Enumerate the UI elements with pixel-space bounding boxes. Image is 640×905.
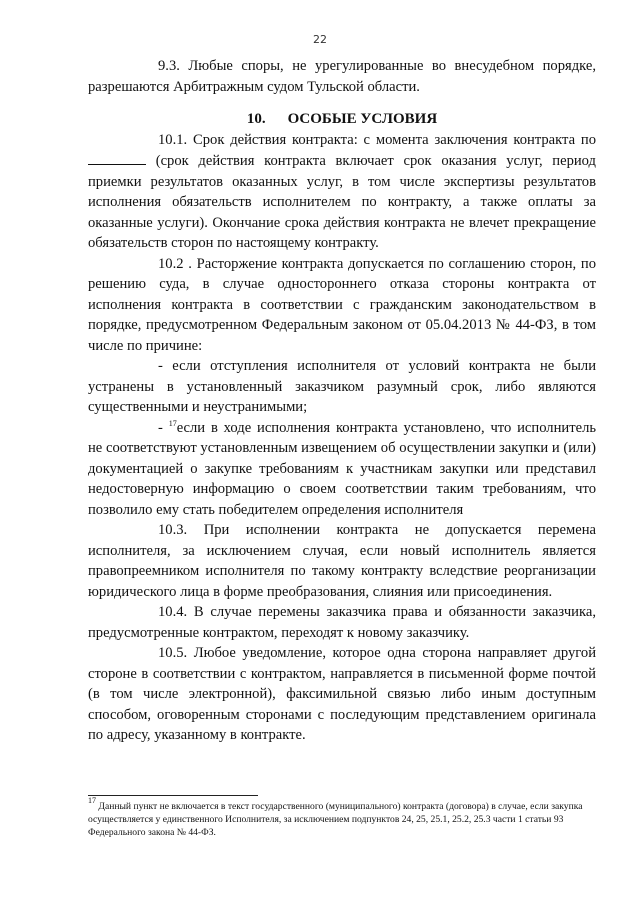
section-heading [88, 109, 596, 130]
paragraph-10-1 [88, 130, 596, 254]
blank-field [88, 150, 146, 165]
bullet-item-2-text: если в ходе исполнения контракта установлено, что исполнитель не соответствуют установленным извещением об осуществлении закупки и (или) документацией о закупке требованиям к участникам закупки или представил недостоверную информацию о своем соответствии таким требованиям, что позволило ему стать победителем определения исполнителя [88, 419, 597, 518]
paragraph-10-1-rest: (срок действия контракта включает срок оказания услуг, период приемки результатов оказанных услуг, в том числе экспертизы результатов исполнения обязательств исполнителем по контракту, а также оплаты за оказанные услуги). Окончание срока действия контракта не влечет прекращение обязательств сторон по настоящему контракту. [88, 153, 596, 251]
footnote-text: Данный пункт не включается в текст государственного (муниципального) контракта (договора) в случае, если закупка осуществляется у единственного Исполнителя, за исключением подпунктов 24, 25, 25.1, 25.2, 25.3 части 1 статьи 93 Федерального закона № 44-ФЗ. [88, 801, 583, 838]
page-number: 22 [313, 33, 327, 46]
paragraph-10-3: 10.3. При исполнении контракта не допускается перемена исполнителя, за исключением случая, если новый исполнитель является правопреемником исполнителя по такому контракту вследствие реорганизации юридического лица в форме преобразования, слияния или присоединения. [88, 522, 596, 600]
paragraph-9-3: 9.3. Любые споры, не урегулированные во внесудебном порядке, разрешаются Арбитражным судом Тульской области. [88, 58, 596, 95]
paragraph-10-2: 10.2 . Расторжение контракта допускается по соглашению сторон, по решению суда, в случае одностороннего отказа стороны контракта от исполнения контракта в соответствии с гражданским законодательством в порядке, предусмотренном Федеральным законом от 05.04.2013 № 44-ФЗ, в том числе по причине: [88, 255, 596, 354]
bullet-dash: - [158, 419, 169, 436]
footnote-divider [88, 795, 258, 796]
footnote-ref: 17 [168, 418, 177, 428]
bullet-item-2 [88, 418, 596, 521]
paragraph-10-4: 10.4. В случае перемены заказчика права и обязанности заказчика, предусмотренные контрактом, переходят к новому заказчику. [88, 604, 596, 641]
footnote-number: 17 [88, 796, 96, 805]
paragraph-10-1-lead: 10.1. Срок действия контракта: с момента заключения контракта по [158, 131, 596, 148]
document-body [88, 56, 596, 746]
section-number: 10. [246, 111, 266, 127]
bullet-item-1: - если отступления исполнителя от условий контракта не были устранены в установленный заказчиком разумный срок, либо являются существенными и неустранимыми; [88, 358, 596, 415]
footnote [88, 796, 596, 839]
paragraph-10-5: 10.5. Любое уведомление, которое одна сторона направляет другой стороне в соответствии с контрактом, направляется в письменной форме почтой (в том числе электронной), факсимильной связью либо иным доступным способом, оговоренным сторонами с последующим представлением оригинала по адресу, указанному в контракте. [88, 645, 596, 743]
section-title: ОСОБЫЕ УСЛОВИЯ [287, 111, 438, 127]
